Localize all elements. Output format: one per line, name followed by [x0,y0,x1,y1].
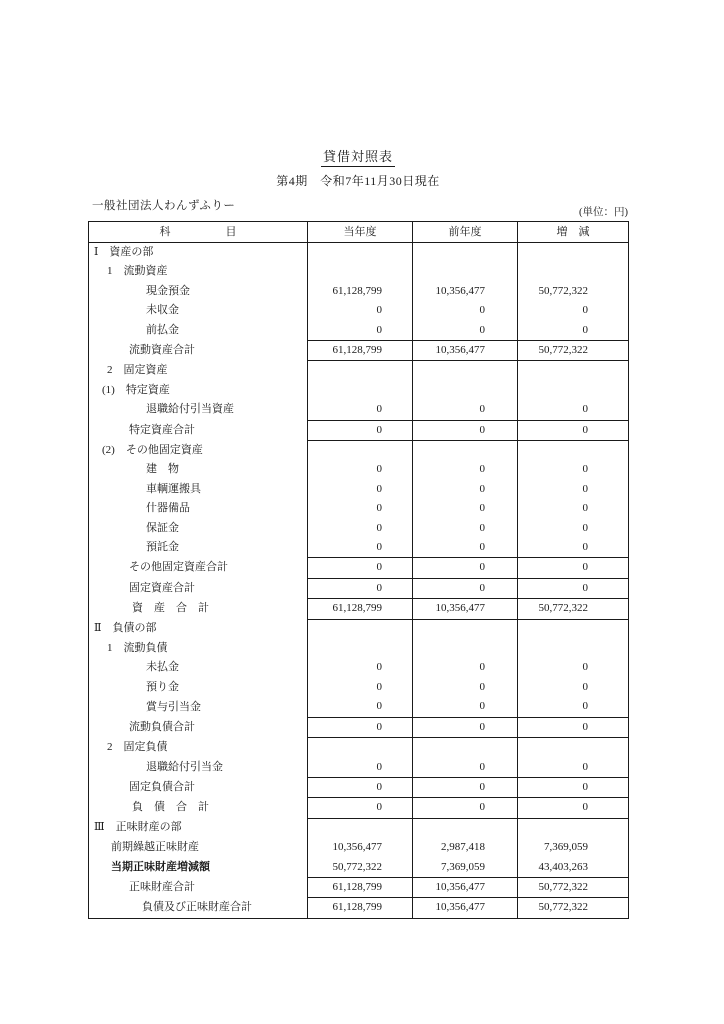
account-label: 退職給付引当資産 [146,403,234,416]
document-subtitle: 第4期 令和7年11月30日現在 [276,174,440,188]
previous-year-value: 10,356,477 [413,599,518,619]
change-value: 0 [518,321,629,341]
account-label: (1) 特定資産 [102,383,170,396]
table-row [89,798,629,818]
change-value: 0 [518,301,629,320]
current-year-value [308,243,413,263]
current-year-value: 61,128,799 [308,898,413,918]
table-row [89,858,629,878]
table-row [89,758,629,778]
previous-year-value: 10,356,477 [413,282,518,301]
account-label: 資 産 合 計 [132,602,209,615]
column-header-account: 科 目 [89,222,308,243]
current-year-value: 0 [308,578,413,598]
previous-year-value: 7,369,059 [413,858,518,878]
account-label: 固定資産合計 [129,581,195,594]
table-row [89,381,629,400]
previous-year-value [413,262,518,281]
account-label: 1 流動負債 [107,642,168,655]
current-year-value: 0 [308,777,413,797]
account-label: 未収金 [146,304,179,317]
previous-year-value: 0 [413,460,518,479]
table-row [89,697,629,717]
previous-year-value: 0 [413,499,518,518]
table-row [89,538,629,558]
previous-year-value: 0 [413,777,518,797]
table-row [89,301,629,320]
change-value [518,361,629,381]
change-value: 0 [518,697,629,717]
change-value: 0 [518,460,629,479]
change-value: 0 [518,678,629,697]
current-year-value: 0 [308,558,413,578]
previous-year-value: 0 [413,578,518,598]
current-year-value: 10,356,477 [308,838,413,857]
change-value: 50,772,322 [518,599,629,619]
change-value: 0 [518,400,629,420]
account-label: 正味財産合計 [129,880,195,893]
current-year-value: 0 [308,400,413,420]
current-year-value: 0 [308,538,413,558]
table-row [89,898,629,918]
previous-year-value: 0 [413,558,518,578]
previous-year-value: 0 [413,717,518,737]
change-value: 0 [518,578,629,598]
account-label: 1 流動資産 [107,265,168,278]
account-label: 特定資産合計 [129,423,195,436]
account-label: 建 物 [146,463,179,476]
current-year-value: 0 [308,499,413,518]
previous-year-value [413,639,518,658]
change-value [518,441,629,461]
change-value: 0 [518,519,629,538]
unit-label: (単位：円) [579,207,628,218]
change-value: 50,772,322 [518,341,629,361]
table-row [89,599,629,619]
current-year-value: 50,772,322 [308,858,413,878]
previous-year-value: 0 [413,758,518,778]
previous-year-value: 0 [413,519,518,538]
meta-row [88,197,628,219]
current-year-value: 0 [308,798,413,818]
table-row [89,321,629,341]
account-label: 退職給付引当金 [146,760,223,773]
change-value: 0 [518,658,629,677]
change-value: 0 [518,758,629,778]
previous-year-value: 0 [413,400,518,420]
account-label: 預り金 [146,680,179,693]
change-value [518,639,629,658]
table-row [89,282,629,301]
table-row [89,639,629,658]
change-value: 0 [518,420,629,440]
current-year-value: 0 [308,697,413,717]
table-row [89,678,629,697]
change-value: 0 [518,798,629,818]
previous-year-value: 0 [413,480,518,499]
account-label: その他固定資産合計 [129,561,228,574]
account-label: 現金預金 [146,284,190,297]
table-row [89,519,629,538]
previous-year-value [413,441,518,461]
previous-year-value: 10,356,477 [413,877,518,897]
current-year-value: 0 [308,678,413,697]
account-label: 車輌運搬具 [146,482,201,495]
change-value: 7,369,059 [518,838,629,857]
table-row [89,341,629,361]
table-row [89,262,629,281]
current-year-value: 0 [308,460,413,479]
balance-sheet-table [88,221,629,919]
current-year-value: 0 [308,321,413,341]
account-label: Ⅰ 資産の部 [94,246,154,258]
change-value [518,243,629,263]
previous-year-value: 10,356,477 [413,898,518,918]
change-value: 0 [518,538,629,558]
table-header-row [89,222,629,243]
previous-year-value: 0 [413,658,518,677]
table-row [89,361,629,381]
table-row [89,400,629,420]
current-year-value [308,738,413,758]
change-value: 0 [518,480,629,499]
change-value [518,262,629,281]
current-year-value [308,361,413,381]
account-label: 未払金 [146,661,179,674]
previous-year-value: 0 [413,420,518,440]
column-header-change: 増 減 [518,222,629,243]
account-label: (2) その他固定資産 [102,443,203,456]
table-row [89,818,629,838]
change-value [518,619,629,639]
previous-year-value [413,243,518,263]
current-year-value: 0 [308,480,413,499]
account-label: 前期繰越正味財産 [111,841,199,854]
table-row [89,717,629,737]
account-label: 負 債 合 計 [132,801,209,814]
previous-year-value: 0 [413,321,518,341]
previous-year-value: 0 [413,538,518,558]
current-year-value [308,818,413,838]
change-value: 0 [518,777,629,797]
previous-year-value [413,818,518,838]
account-label: 流動資産合計 [129,344,195,357]
column-header-previous: 前年度 [413,222,518,243]
account-label: 2 固定負債 [107,740,168,753]
change-value: 50,772,322 [518,282,629,301]
change-value: 50,772,322 [518,898,629,918]
change-value: 0 [518,558,629,578]
change-value [518,738,629,758]
current-year-value [308,639,413,658]
previous-year-value: 0 [413,697,518,717]
account-label: 賞与引当金 [146,700,201,713]
current-year-value: 61,128,799 [308,282,413,301]
current-year-value: 61,128,799 [308,599,413,619]
current-year-value: 61,128,799 [308,341,413,361]
current-year-value: 0 [308,420,413,440]
table-row [89,619,629,639]
current-year-value: 0 [308,519,413,538]
previous-year-value [413,381,518,400]
previous-year-value: 0 [413,301,518,320]
table-row [89,243,629,263]
current-year-value: 61,128,799 [308,877,413,897]
change-value: 0 [518,717,629,737]
account-label: 預託金 [146,541,179,554]
table-row [89,877,629,897]
document-title: 貸借対照表 [321,146,395,167]
change-value: 0 [518,499,629,518]
previous-year-value [413,738,518,758]
previous-year-value: 10,356,477 [413,341,518,361]
table-row [89,777,629,797]
current-year-value [308,441,413,461]
account-label: Ⅲ 正味財産の部 [94,821,182,834]
account-label: 流動負債合計 [129,720,195,733]
previous-year-value [413,361,518,381]
account-label: 当期正味財産増減額 [111,860,210,873]
table-row [89,578,629,598]
account-label: 前払金 [146,323,179,336]
current-year-value [308,381,413,400]
change-value [518,818,629,838]
change-value: 50,772,322 [518,877,629,897]
column-header-current: 当年度 [308,222,413,243]
previous-year-value: 0 [413,678,518,697]
account-label: Ⅱ 負債の部 [94,622,157,635]
table-row [89,480,629,499]
current-year-value: 0 [308,717,413,737]
change-value [518,381,629,400]
table-row [89,420,629,440]
table-row [89,738,629,758]
table-row [89,499,629,518]
current-year-value [308,619,413,639]
current-year-value [308,262,413,281]
account-label: 負債及び正味財産合計 [142,901,252,914]
current-year-value: 0 [308,301,413,320]
table-row [89,441,629,461]
current-year-value: 0 [308,758,413,778]
previous-year-value [413,619,518,639]
table-row [89,838,629,857]
account-label: 2 固定資産 [107,364,168,377]
account-label: 固定負債合計 [129,780,195,793]
account-label: 保証金 [146,521,179,534]
table-row [89,460,629,479]
balance-table-body [89,243,629,919]
change-value: 43,403,263 [518,858,629,878]
account-label: 什器備品 [146,502,190,515]
current-year-value: 0 [308,658,413,677]
table-row [89,658,629,677]
previous-year-value: 2,987,418 [413,838,518,857]
company-name: 一般社団法人わんずふりー [92,200,236,212]
table-row [89,558,629,578]
previous-year-value: 0 [413,798,518,818]
